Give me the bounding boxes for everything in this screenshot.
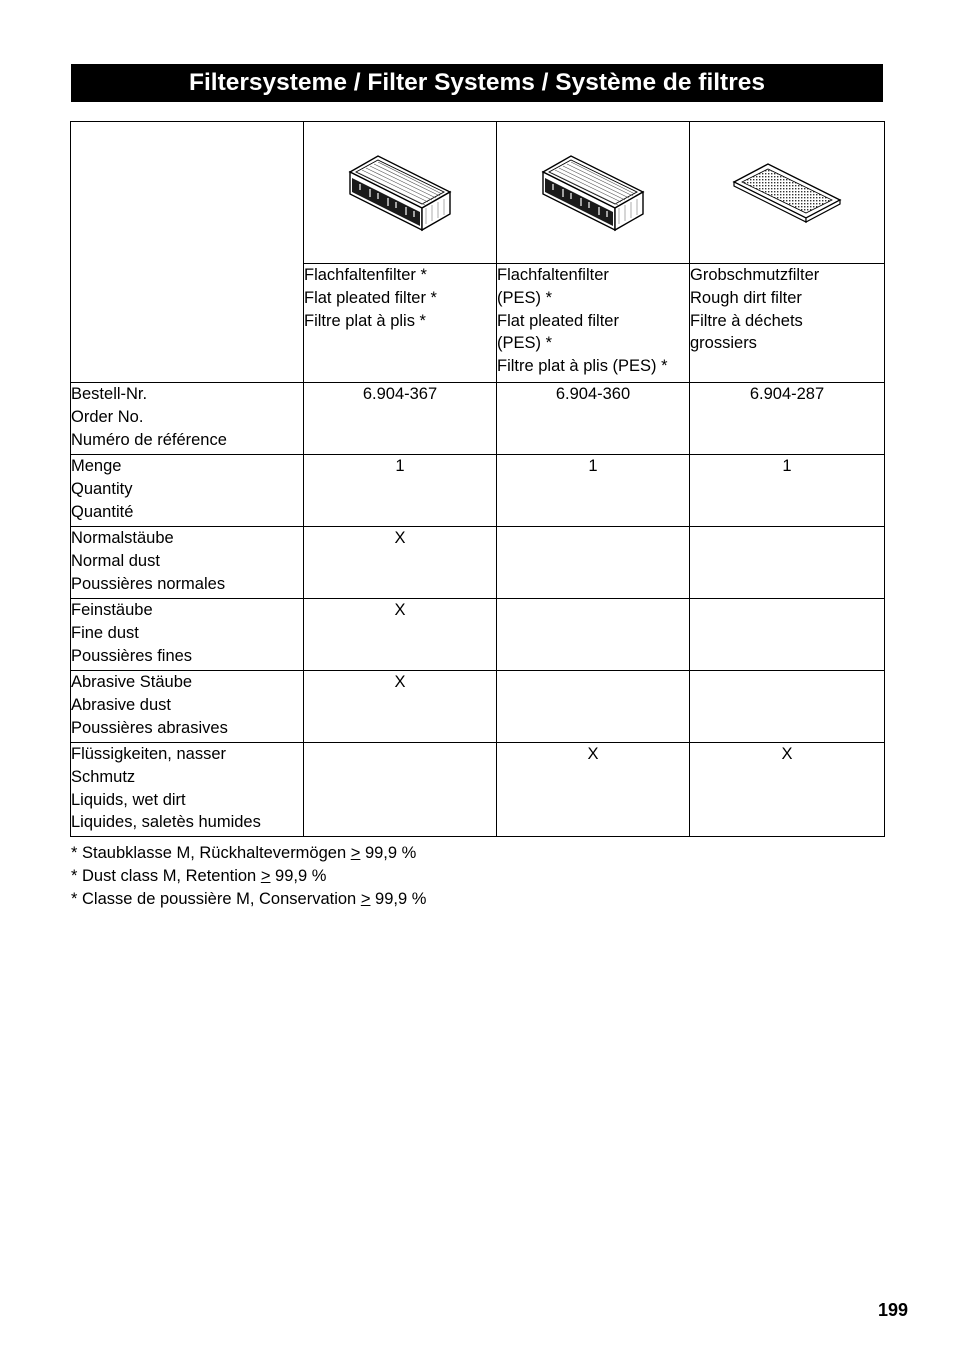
footnote	[71, 865, 426, 888]
row-label-line: Numéro de référence	[71, 430, 227, 449]
greater-equal-symbol: >	[360, 889, 371, 908]
filter-systems-table	[70, 121, 885, 837]
suitability-mark: X	[497, 743, 690, 837]
product-name-line: (PES) *	[497, 334, 553, 353]
row-label-line: Normal dust	[71, 551, 160, 570]
product-name-line: Rough dirt filter	[690, 288, 802, 307]
row-label-line: Poussières abrasives	[71, 718, 228, 737]
product-image-cell	[497, 122, 690, 264]
liquids-row	[71, 743, 885, 837]
footnote-text: * Staubklasse M, Rückhaltevermögen	[71, 844, 351, 862]
row-label-line: Bestell-Nr.	[71, 385, 148, 403]
product-name-line: Filtre plat à plis (PES) *	[497, 357, 668, 376]
image-row	[71, 122, 885, 264]
greater-equal-symbol: >	[350, 844, 361, 862]
row-label	[71, 527, 304, 599]
product-name-line: grossiers	[690, 334, 757, 353]
quantity-row	[71, 455, 885, 527]
quantity-cell: 1	[304, 455, 497, 527]
product-image-cell	[690, 122, 885, 264]
normal-dust-row	[71, 527, 885, 599]
product-name	[690, 264, 885, 383]
product-image-cell	[304, 122, 497, 264]
footnote-value: 99,9 %	[270, 866, 327, 885]
row-label-line: Abrasive dust	[71, 695, 171, 714]
row-label	[71, 455, 304, 527]
suitability-mark: X	[304, 671, 497, 743]
footnote-value: 99,9 %	[360, 844, 417, 862]
empty-header-cell	[71, 122, 304, 383]
row-label-line: Flüssigkeiten, nasser	[71, 745, 226, 763]
row-label-line: Quantité	[71, 502, 134, 521]
product-name	[304, 264, 497, 383]
row-label-line: Poussières normales	[71, 574, 226, 593]
product-name-line: Flachfaltenfilter	[497, 266, 609, 284]
footnote-text: * Classe de poussière M, Conservation	[71, 889, 361, 908]
row-label-line: Liquids, wet dirt	[71, 790, 186, 809]
row-label	[71, 743, 304, 837]
page-number: 199	[878, 1300, 909, 1320]
suitability-mark	[304, 743, 497, 837]
suitability-mark	[690, 671, 885, 743]
row-label-line: Feinstäube	[71, 601, 153, 619]
quantity-cell: 1	[497, 455, 690, 527]
suitability-mark	[690, 599, 885, 671]
row-label-line: Menge	[71, 457, 122, 475]
order-number-cell: 6.904-360	[497, 383, 690, 455]
mesh-filter-icon	[732, 152, 842, 232]
greater-equal-symbol: >	[260, 866, 271, 885]
suitability-mark	[497, 671, 690, 743]
order-number-cell: 6.904-287	[690, 383, 885, 455]
row-label-line: Abrasive Stäube	[71, 673, 193, 691]
product-name-line: Flat pleated filter	[497, 311, 619, 330]
row-label-line: Normalstäube	[71, 529, 174, 547]
row-label-line: Quantity	[71, 479, 133, 498]
abrasive-dust-row	[71, 671, 885, 743]
quantity-cell: 1	[690, 455, 885, 527]
page-title: Filtersysteme / Filter Systems / Système de filtres	[71, 64, 883, 102]
row-label	[71, 383, 304, 455]
footnotes	[71, 842, 426, 910]
footnote	[71, 888, 426, 911]
row-label	[71, 671, 304, 743]
pleated-filter-icon	[541, 152, 645, 232]
suitability-mark	[690, 527, 885, 599]
suitability-mark: X	[690, 743, 885, 837]
suitability-mark: X	[304, 599, 497, 671]
row-label-line: Order No.	[71, 407, 144, 426]
product-name-line: Flat pleated filter *	[304, 288, 437, 307]
product-name-line: (PES) *	[497, 288, 553, 307]
fine-dust-row	[71, 599, 885, 671]
suitability-mark: X	[304, 527, 497, 599]
pleated-filter-icon	[348, 152, 452, 232]
suitability-mark	[497, 599, 690, 671]
footnote-value: 99,9 %	[370, 889, 427, 908]
suitability-mark	[497, 527, 690, 599]
product-name-line: Flachfaltenfilter *	[304, 266, 427, 284]
product-name-line: Filtre plat à plis *	[304, 311, 426, 330]
footnote-text: * Dust class M, Retention	[71, 866, 261, 885]
row-label-line: Poussières fines	[71, 646, 193, 665]
order-number-row	[71, 383, 885, 455]
order-number-cell: 6.904-367	[304, 383, 497, 455]
row-label-line: Fine dust	[71, 623, 139, 642]
product-name-line: Grobschmutzfilter	[690, 266, 820, 284]
row-label-line: Liquides, saletès humides	[71, 813, 261, 832]
product-name	[497, 264, 690, 383]
footnote	[71, 842, 426, 865]
row-label	[71, 599, 304, 671]
product-name-line: Filtre à déchets	[690, 311, 803, 330]
row-label-line: Schmutz	[71, 767, 136, 786]
